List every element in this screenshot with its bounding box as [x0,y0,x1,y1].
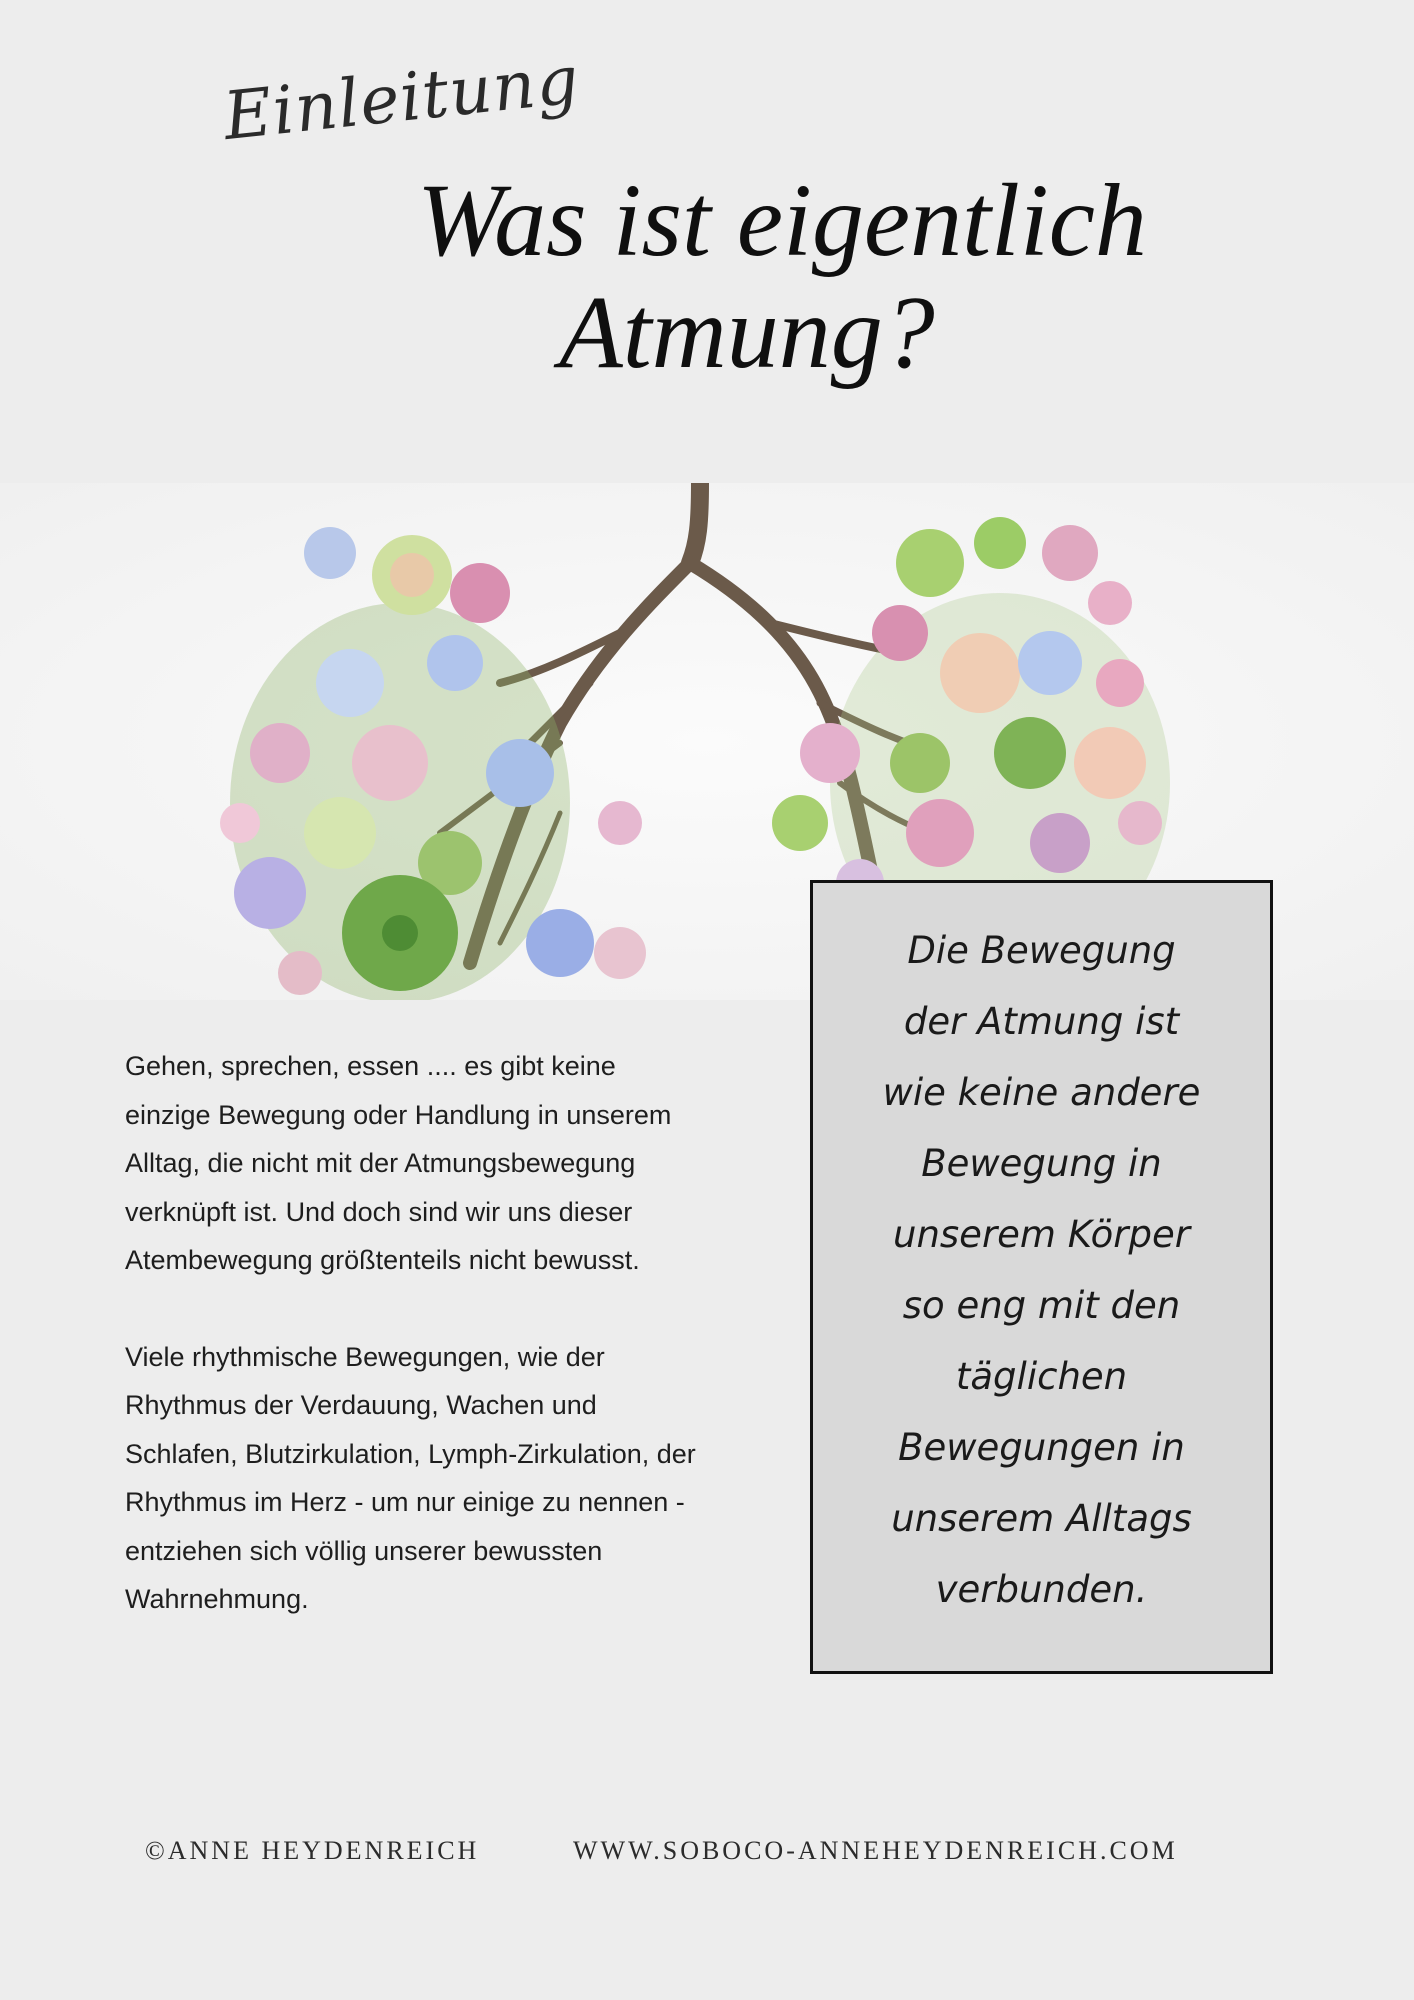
body-paragraph-2: Viele rhythmische Bewegungen, wie der Rhythmus der Verdauung, Wachen und Schlafen, Blutzirkulation, Lymph-Zirkulation, der Rhythmus im Herz - um nur einige zu nennen - entziehen sich völlig unserer bewussten Wahrnehmung. [125,1341,696,1614]
body-text [125,1042,705,1672]
quote-box [810,880,1273,1674]
quote-line: unserem Alltags [891,1497,1192,1540]
title-line-2: Atmung? [559,275,935,390]
footer-website-link[interactable]: WWW.SOBOCO-ANNEHEYDENREICH.COM [573,1836,1178,1865]
quote-line: verbunden. [935,1568,1148,1611]
quote-line: unserem Körper [893,1213,1190,1256]
page-title [0,165,1414,389]
quote-line: wie keine andere [882,1071,1201,1114]
quote-line: Die Bewegung [907,929,1176,972]
quote-line: der Atmung ist [903,1000,1180,1043]
title-line-1: Was ist eigentlich [417,163,1147,278]
quote-line: täglichen [955,1355,1128,1398]
quote-line: Bewegungen in [898,1426,1185,1469]
quote-line: so eng mit den [902,1284,1181,1327]
quote-line: Bewegung in [921,1142,1162,1185]
section-script-label: Einleitung [219,41,583,155]
footer-copyright: ©ANNE HEYDENREICH [145,1836,480,1865]
body-paragraph-1: Gehen, sprechen, essen .... es gibt keine einzige Bewegung oder Handlung in unserem Alltag, die nicht mit der Atmungsbewegung verknüpft ist. Und doch sind wir uns dieser Atembewegung größtenteils nicht bewusst. [125,1051,672,1275]
quote-text [833,915,1250,1625]
